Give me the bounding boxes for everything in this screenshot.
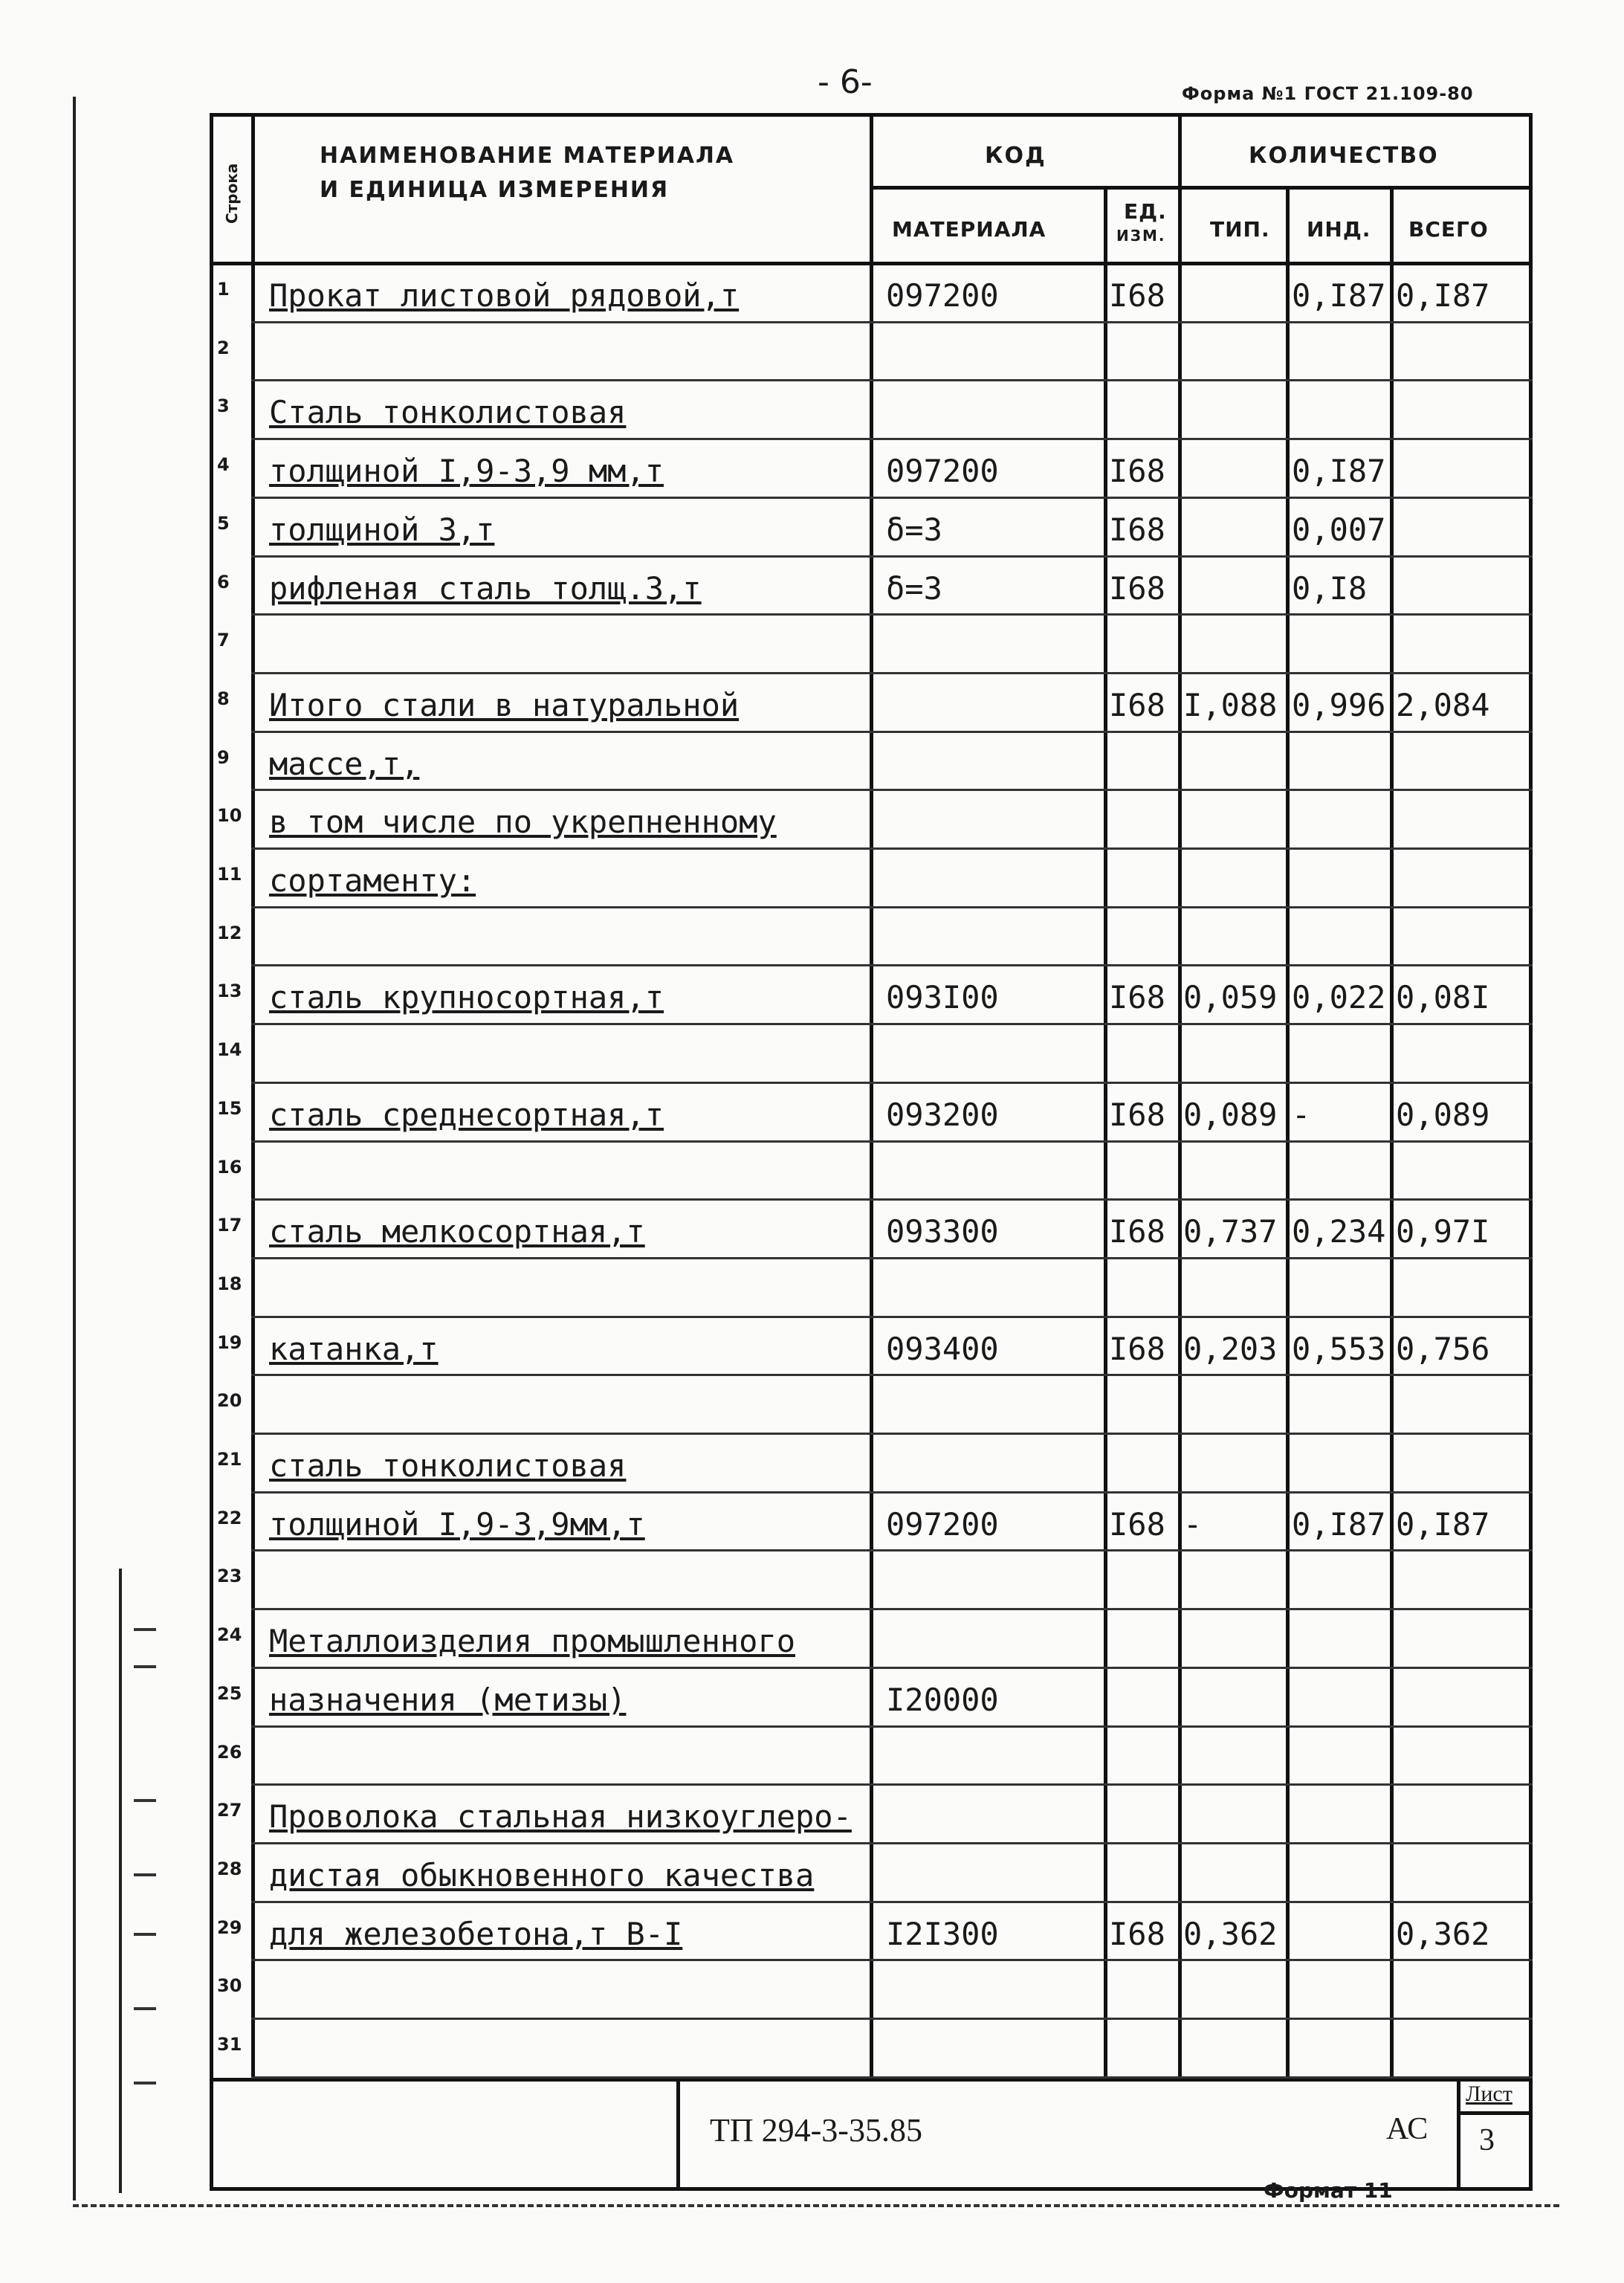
row-divider xyxy=(251,1140,1533,1143)
cell-name: дистая обыкновенного качества xyxy=(269,1856,815,1893)
cell-typ: 0,059 xyxy=(1183,979,1278,1016)
cell-unit: I68 xyxy=(1109,686,1165,723)
header-bottom-line xyxy=(210,262,1533,265)
cell-unit: I68 xyxy=(1109,1330,1165,1367)
format-label: Формат 11 xyxy=(1264,2178,1393,2203)
stamp-section: АС xyxy=(1386,2112,1429,2146)
row-number: 2 xyxy=(217,337,230,358)
row-number: 28 xyxy=(217,1858,242,1879)
cell-ind: - xyxy=(1292,1096,1311,1133)
row-divider xyxy=(251,1901,1533,1903)
row-divider xyxy=(251,321,1533,323)
header-code-unit: ЕД. xyxy=(1124,199,1167,224)
cell-code: δ=3 xyxy=(886,569,942,607)
header-name-2: И ЕДИНИЦА ИЗМЕРЕНИЯ xyxy=(320,177,670,203)
row-divider xyxy=(251,1959,1533,1961)
cell-total: 0,I87 xyxy=(1396,1505,1490,1543)
row-number: 6 xyxy=(217,571,230,592)
cell-name: толщиной I,9-3,9мм,т xyxy=(269,1505,645,1543)
header-code-unit-2: ИЗМ. xyxy=(1116,227,1166,245)
header-code: КОД xyxy=(985,143,1046,169)
row-number: 17 xyxy=(217,1215,242,1236)
stamp-title: ТП 294-3-35.85 xyxy=(710,2112,922,2148)
binding-strip xyxy=(119,1569,174,2193)
cell-unit: I68 xyxy=(1109,1505,1165,1543)
header-mid-line xyxy=(870,186,1533,190)
cell-code: 097200 xyxy=(886,277,999,314)
cell-code: 097200 xyxy=(886,1505,999,1543)
cell-unit: I68 xyxy=(1109,1213,1165,1250)
cell-name: сталь крупносортная,т xyxy=(269,979,664,1016)
row-number: 8 xyxy=(217,688,230,709)
row-number: 16 xyxy=(217,1156,242,1178)
cell-name: массе,т, xyxy=(269,745,420,782)
row-number: 18 xyxy=(217,1273,242,1294)
cell-total: 0,089 xyxy=(1396,1096,1490,1133)
row-number: 11 xyxy=(217,864,242,885)
row-number: 29 xyxy=(217,1917,242,1938)
cell-code: I20000 xyxy=(886,1681,999,1718)
cell-unit: I68 xyxy=(1109,277,1165,314)
form-label: Форма №1 ГОСТ 21.109-80 xyxy=(1182,83,1474,104)
row-divider xyxy=(251,1316,1533,1318)
row-divider xyxy=(251,964,1533,966)
row-number: 14 xyxy=(217,1039,242,1061)
header-code-material: МАТЕРИАЛА xyxy=(892,217,1046,242)
header-q-total: ВСЕГО xyxy=(1408,217,1489,242)
strip-mark xyxy=(134,2082,156,2085)
cell-name: Сталь тонколистовая xyxy=(269,394,627,431)
cell-name: толщиной I,9-3,9 мм,т xyxy=(269,453,664,490)
cell-code: 093I00 xyxy=(886,979,999,1016)
row-number: 31 xyxy=(217,2034,242,2055)
row-divider xyxy=(251,1725,1533,1728)
row-number: 9 xyxy=(217,746,230,768)
cell-total: 0,362 xyxy=(1396,1915,1490,1952)
cell-code: 093400 xyxy=(886,1330,999,1367)
cell-name: катанка,т xyxy=(269,1330,439,1367)
row-divider xyxy=(251,1667,1533,1669)
row-divider xyxy=(251,1549,1533,1551)
cell-total: 0,756 xyxy=(1396,1330,1490,1367)
cell-ind: 0,I8 xyxy=(1292,569,1368,607)
cell-typ: - xyxy=(1183,1505,1203,1543)
bottom-dash-line xyxy=(73,2204,1559,2207)
row-number: 7 xyxy=(217,630,230,651)
cell-typ: 0,362 xyxy=(1183,1915,1278,1952)
stamp-sheet-col-line xyxy=(1457,2078,1460,2189)
row-divider xyxy=(251,379,1533,381)
cell-name: сталь среднесортная,т xyxy=(269,1096,664,1133)
row-number: 19 xyxy=(217,1331,242,1353)
row-number: 5 xyxy=(217,512,230,534)
strip-mark xyxy=(134,1933,156,1936)
stamp-sheet-number: 3 xyxy=(1479,2123,1495,2157)
stamp-sheet-mid-line xyxy=(1457,2111,1533,2115)
cell-ind: 0,553 xyxy=(1292,1330,1386,1367)
col-line-ind xyxy=(1390,187,1394,2079)
cell-total: 0,97I xyxy=(1396,1213,1490,1250)
cell-name: сталь мелкосортная,т xyxy=(269,1213,645,1250)
cell-total: 2,084 xyxy=(1396,686,1490,723)
header-name: НАИМЕНОВАНИЕ МАТЕРИАЛА xyxy=(320,143,735,169)
row-number: 30 xyxy=(217,1975,242,1997)
row-divider xyxy=(251,438,1533,440)
cell-name: сталь тонколистовая xyxy=(269,1447,627,1484)
cell-ind: 0,I87 xyxy=(1292,277,1386,314)
stamp-col-line xyxy=(676,2078,680,2189)
row-divider xyxy=(251,906,1533,908)
cell-ind: 0,996 xyxy=(1292,686,1386,723)
cell-name: сортаменту: xyxy=(269,862,476,899)
row-number: 24 xyxy=(217,1624,242,1646)
cell-code: 093300 xyxy=(886,1213,999,1250)
cell-typ: 0,089 xyxy=(1183,1096,1278,1133)
row-divider xyxy=(251,1783,1533,1786)
row-divider xyxy=(251,1023,1533,1025)
cell-total: 0,I87 xyxy=(1396,277,1490,314)
cell-name: Прокат листовой рядовой,т xyxy=(269,277,740,314)
row-number: 21 xyxy=(217,1449,242,1470)
row-divider xyxy=(251,672,1533,674)
row-divider xyxy=(251,847,1533,850)
row-number: 27 xyxy=(217,1800,242,1821)
cell-unit: I68 xyxy=(1109,979,1165,1016)
cell-total: 0,08I xyxy=(1396,979,1490,1016)
cell-code: δ=3 xyxy=(886,511,942,548)
row-divider xyxy=(251,1491,1533,1494)
stamp-top-line xyxy=(210,2078,1533,2082)
stamp-sheet-label: Лист xyxy=(1466,2082,1513,2106)
strip-mark xyxy=(134,1628,156,1631)
strip-mark xyxy=(134,1799,156,1802)
row-divider xyxy=(251,1608,1533,1610)
header-quantity: КОЛИЧЕСТВО xyxy=(1249,143,1439,169)
row-divider xyxy=(251,1842,1533,1844)
left-border-line xyxy=(73,97,76,2200)
cell-typ: I,088 xyxy=(1183,686,1278,723)
header-row-col: Строка xyxy=(223,163,241,224)
cell-name: для железобетона,т В-I xyxy=(269,1915,683,1952)
row-divider xyxy=(251,789,1533,791)
cell-unit: I68 xyxy=(1109,569,1165,607)
row-divider xyxy=(251,1257,1533,1259)
row-number: 12 xyxy=(217,922,242,943)
row-number: 3 xyxy=(217,395,230,417)
header-q-typ: ТИП. xyxy=(1210,217,1270,242)
cell-typ: 0,203 xyxy=(1183,1330,1278,1367)
row-number: 1 xyxy=(217,279,230,300)
row-divider xyxy=(251,2018,1533,2020)
strip-mark xyxy=(134,1873,156,1876)
row-divider xyxy=(251,731,1533,733)
cell-ind: 0,007 xyxy=(1292,511,1386,548)
row-number: 25 xyxy=(217,1682,242,1704)
row-number: 13 xyxy=(217,981,242,1002)
row-divider xyxy=(251,613,1533,616)
cell-name: Металлоизделия промышленного xyxy=(269,1623,796,1660)
row-number: 20 xyxy=(217,1390,242,1412)
cell-name: назначения (метизы) xyxy=(269,1681,627,1718)
cell-unit: I68 xyxy=(1109,1915,1165,1952)
row-divider xyxy=(251,1198,1533,1201)
strip-mark xyxy=(134,2007,156,2010)
cell-name: рифленая сталь толщ.3,т xyxy=(269,569,702,607)
cell-code: I2I300 xyxy=(886,1915,999,1952)
row-divider xyxy=(251,555,1533,558)
row-number: 10 xyxy=(217,805,242,827)
cell-ind: 0,I87 xyxy=(1292,1505,1386,1543)
row-number: 23 xyxy=(217,1566,242,1587)
col-line-unit xyxy=(1104,187,1107,2079)
header-q-ind: ИНД. xyxy=(1307,217,1371,242)
cell-name: Проволока стальная низкоуглеро- xyxy=(269,1798,852,1835)
row-divider xyxy=(251,2076,1533,2079)
cell-name: толщиной 3,т xyxy=(269,511,495,548)
row-number: 22 xyxy=(217,1507,242,1528)
cell-ind: 0,234 xyxy=(1292,1213,1386,1250)
cell-ind: 0,I87 xyxy=(1292,453,1386,490)
strip-mark xyxy=(134,1665,156,1668)
cell-unit: I68 xyxy=(1109,453,1165,490)
row-number: 26 xyxy=(217,1741,242,1763)
page-number: - 6- xyxy=(818,63,873,101)
cell-name: Итого стали в натуральной xyxy=(269,686,740,723)
row-number: 15 xyxy=(217,1097,242,1119)
row-number: 4 xyxy=(217,454,230,476)
row-divider xyxy=(251,497,1533,499)
cell-unit: I68 xyxy=(1109,1096,1165,1133)
cell-unit: I68 xyxy=(1109,511,1165,548)
cell-code: 093200 xyxy=(886,1096,999,1133)
row-divider xyxy=(251,1082,1533,1084)
cell-typ: 0,737 xyxy=(1183,1213,1278,1250)
col-line-typ xyxy=(1286,187,1290,2079)
cell-ind: 0,022 xyxy=(1292,979,1386,1016)
row-divider xyxy=(251,1374,1533,1376)
cell-name: в том числе по укрепненному xyxy=(269,804,777,841)
cell-code: 097200 xyxy=(886,453,999,490)
row-divider xyxy=(251,1433,1533,1435)
